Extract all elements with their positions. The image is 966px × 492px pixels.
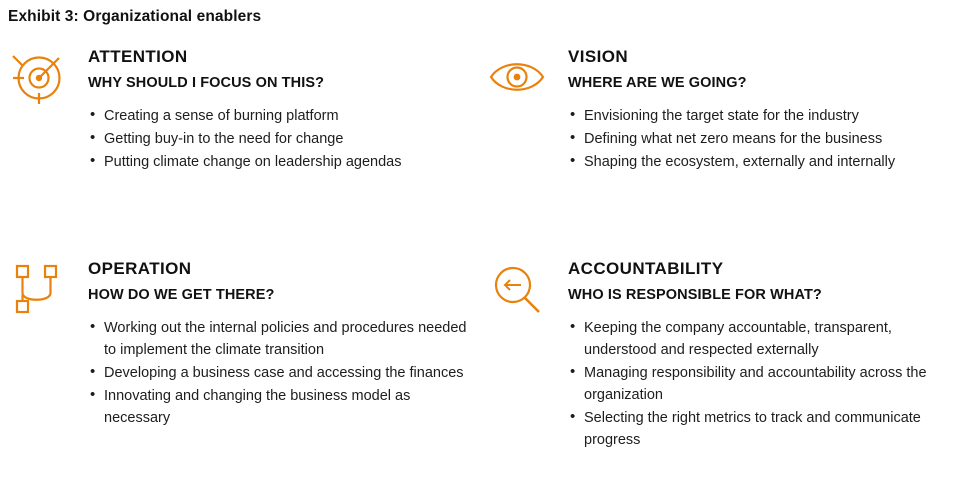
list-item: • Shaping the ecosystem, externally and internally <box>568 151 956 173</box>
card-accountability <box>483 250 966 452</box>
gears-process-icon <box>8 258 70 320</box>
enablers-grid <box>0 38 966 452</box>
card-title: VISION <box>568 47 629 66</box>
list-item: • Working out the internal policies and procedures needed to implement the climate transition <box>88 317 473 361</box>
card-operation <box>0 250 483 452</box>
card-bullet-list <box>568 317 956 451</box>
card-subtitle: WHO IS RESPONSIBLE FOR WHAT? <box>568 286 822 303</box>
card-title: ATTENTION <box>88 47 188 66</box>
card-subtitle: WHY SHOULD I FOCUS ON THIS? <box>88 74 325 91</box>
list-item: • Defining what net zero means for the business <box>568 128 956 150</box>
card-title: ACCOUNTABILITY <box>568 259 724 278</box>
eye-icon <box>486 46 548 108</box>
card-attention <box>0 38 483 238</box>
card-vision <box>483 38 966 238</box>
card-bullet-list <box>568 105 956 173</box>
list-item: • Selecting the right metrics to track and communicate progress <box>568 407 956 451</box>
list-item: • Managing responsibility and accountability across the organization <box>568 362 956 406</box>
card-bullet-list <box>88 105 473 173</box>
magnifier-arrow-icon <box>486 258 548 320</box>
list-item: • Putting climate change on leadership agendas <box>88 151 473 173</box>
list-item: • Creating a sense of burning platform <box>88 105 473 127</box>
target-icon <box>8 46 70 108</box>
card-subtitle: HOW DO WE GET THERE? <box>88 286 275 303</box>
card-bullet-list <box>88 317 473 429</box>
list-item: • Keeping the company accountable, transparent, understood and respected externally <box>568 317 956 361</box>
list-item: • Developing a business case and accessing the finances <box>88 362 473 384</box>
card-subtitle: WHERE ARE WE GOING? <box>568 74 747 91</box>
list-item: • Innovating and changing the business model as necessary <box>88 385 473 429</box>
list-item: • Envisioning the target state for the industry <box>568 105 956 127</box>
page-title: Exhibit 3: Organizational enablers <box>8 8 262 25</box>
card-title: OPERATION <box>88 259 192 278</box>
list-item: • Getting buy-in to the need for change <box>88 128 473 150</box>
